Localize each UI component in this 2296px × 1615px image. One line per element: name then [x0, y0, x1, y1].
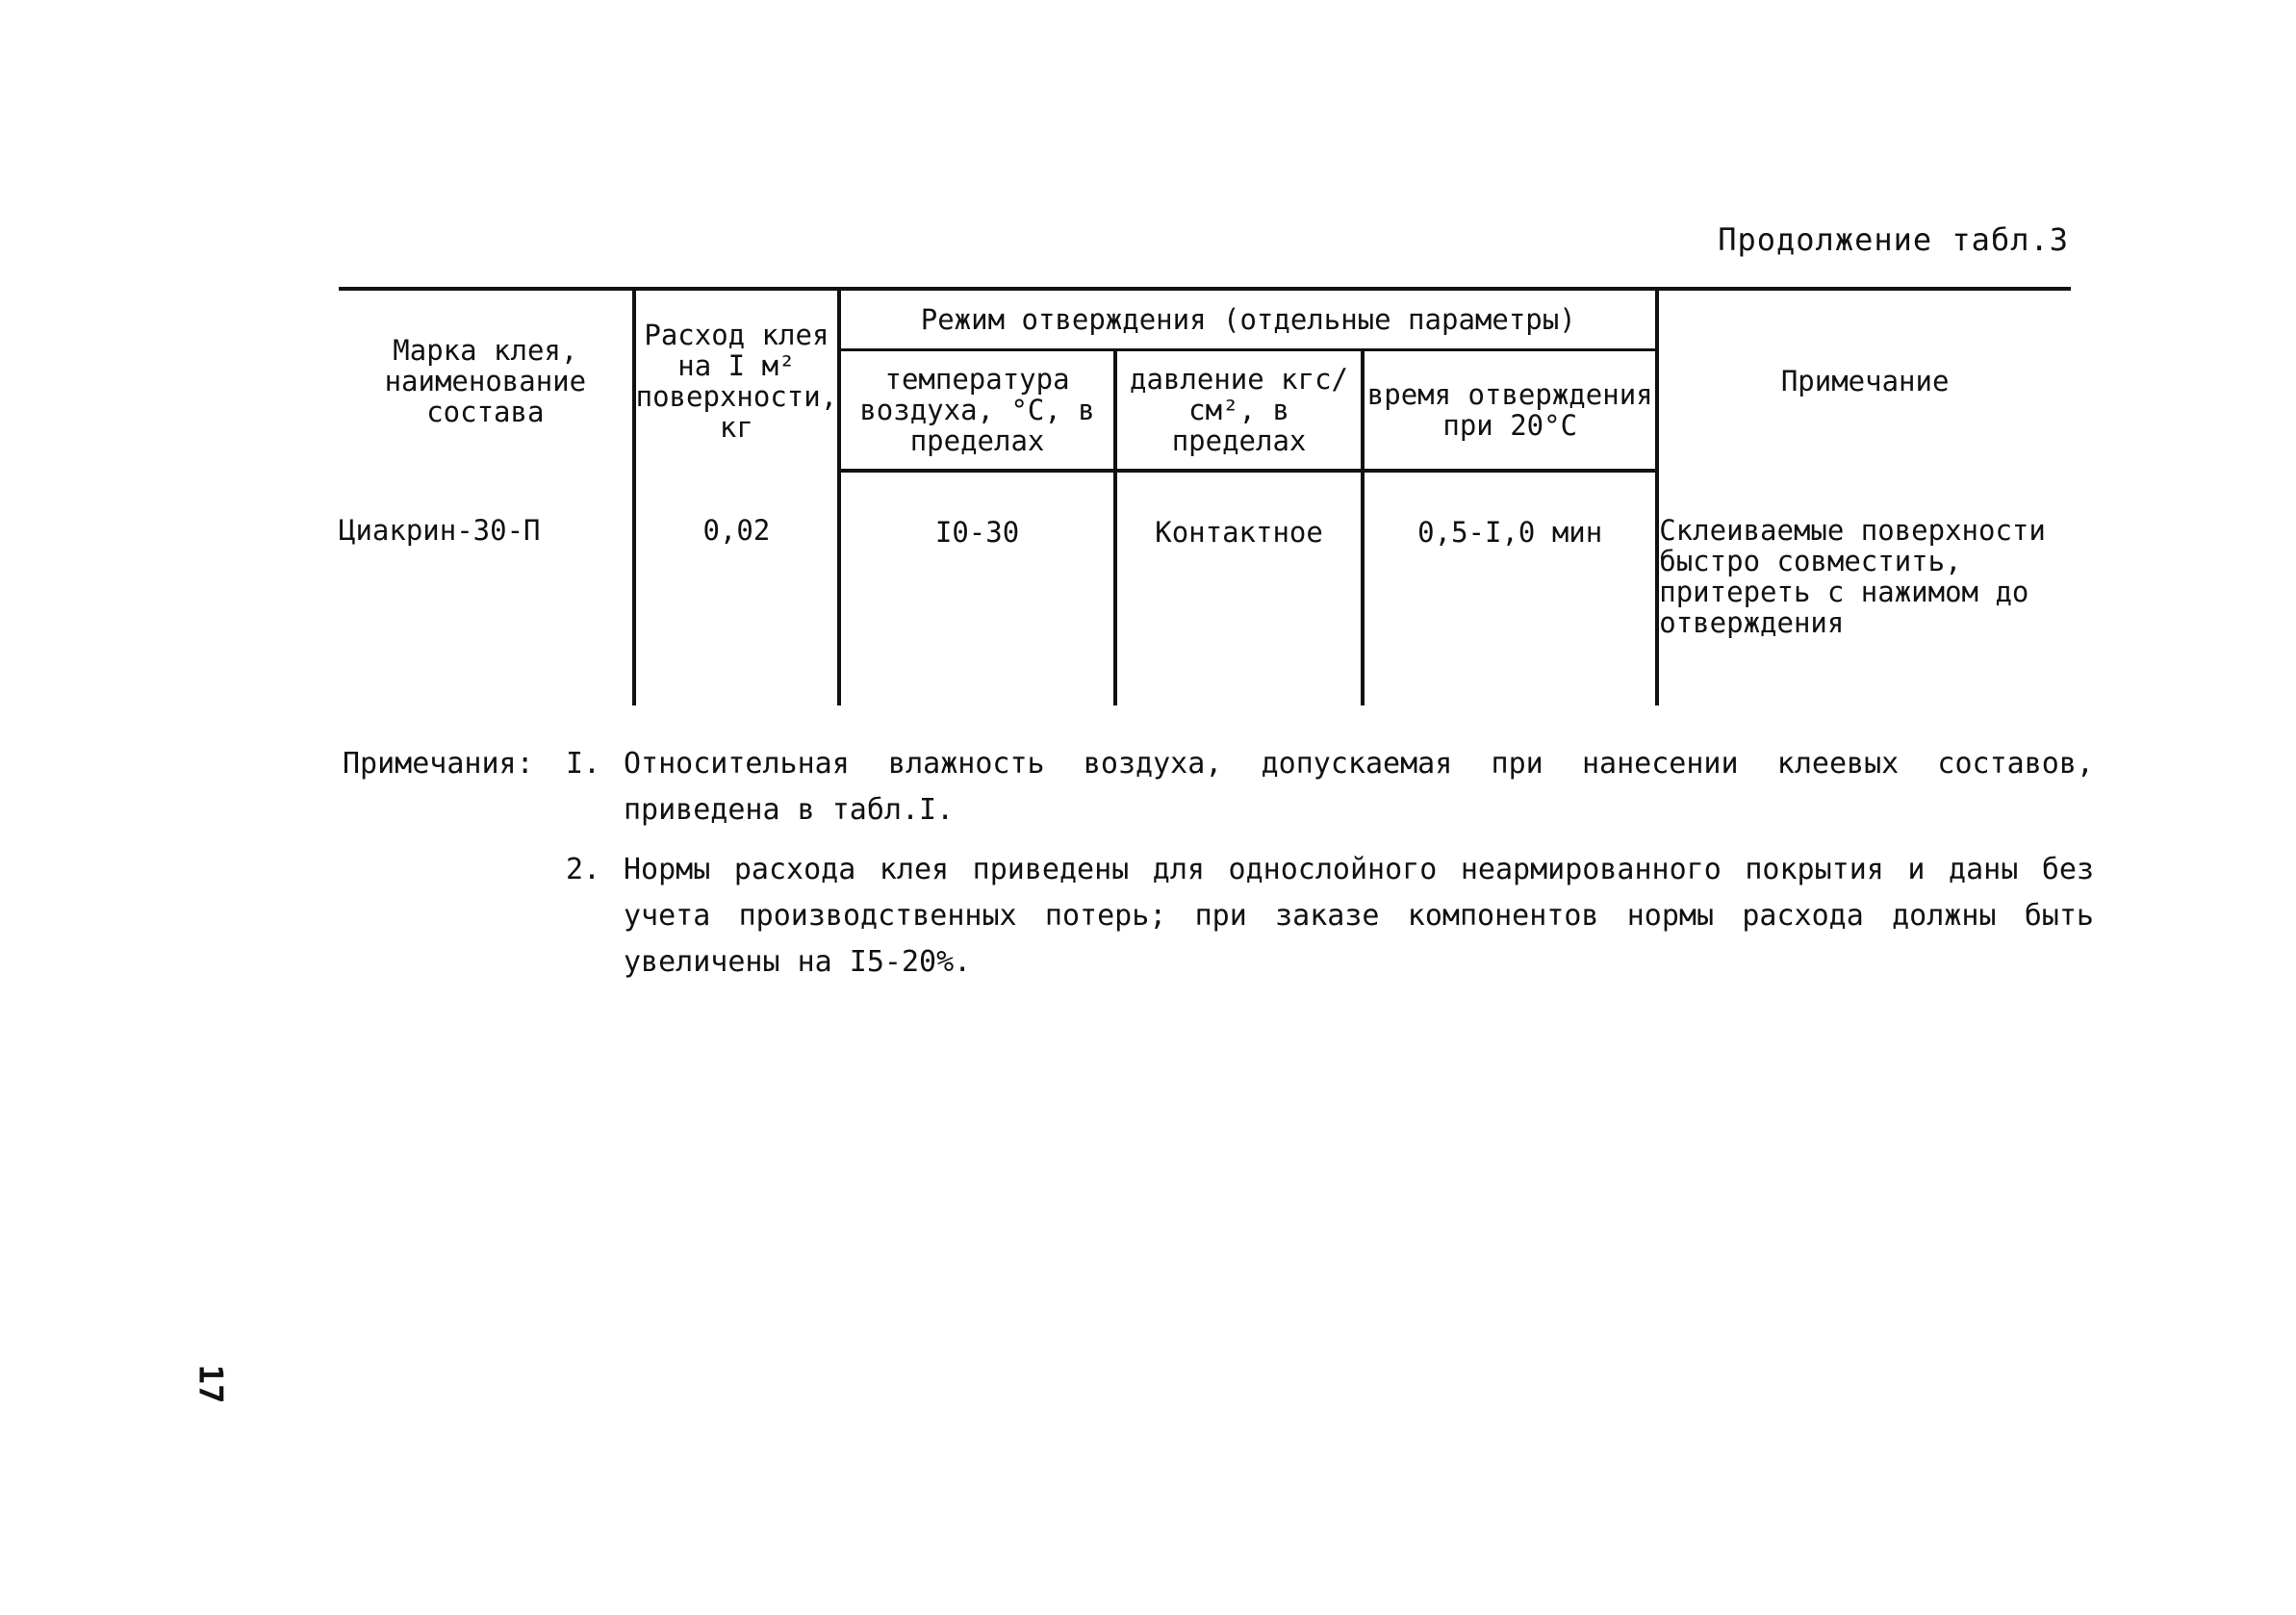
notes-label: Примечания:: [343, 747, 534, 781]
cell-time: 0,5-I,0 мин: [1363, 471, 1657, 705]
cell-brand: Циакрин-30-П: [339, 471, 634, 705]
header-curing-mode: Режим отверждения (отдельные параметры): [839, 289, 1657, 350]
note-text: Нормы расхода клея приведены для однослойного неармированного покрытия и даны без учета производственных потерь; при заказе компонентов нормы расхода должны быть увеличены на I5-20%.: [624, 853, 2094, 979]
header-pressure: давление кгс/см², в пределах: [1115, 350, 1363, 472]
note-item: [343, 741, 2094, 833]
cell-pressure: Контактное: [1115, 471, 1363, 705]
header-time: время отверждения при 20°С: [1363, 350, 1657, 472]
cell-temperature: I0-30: [839, 471, 1115, 705]
table-continuation-label: Продолжение табл.3: [1718, 221, 2069, 258]
cell-note: Склеиваемые поверхности быстро совместить, притереть с нажимом до отверждения: [1659, 514, 2046, 639]
note-number: I.: [566, 747, 601, 781]
header-consumption: Расход клея на I м² поверхности, кг: [634, 289, 840, 471]
note-number: 2.: [566, 853, 601, 886]
header-note: Примечание: [1657, 289, 2071, 471]
adhesive-table: [339, 287, 2071, 705]
cell-consumption: 0,02: [634, 471, 840, 705]
header-temperature: температура воздуха, °С, в пределах: [839, 350, 1115, 472]
note-item: [343, 847, 2094, 986]
note-text: Относительная влажность воздуха, допускаемая при нанесении клеевых составов, приведена в табл.I.: [624, 747, 2094, 827]
notes-label-spacer: [343, 847, 566, 986]
header-brand: Марка клея, наименование состава: [339, 289, 634, 471]
table-row: [339, 471, 2071, 705]
notes-section: [343, 741, 2094, 986]
page-number: 17: [191, 1364, 230, 1404]
